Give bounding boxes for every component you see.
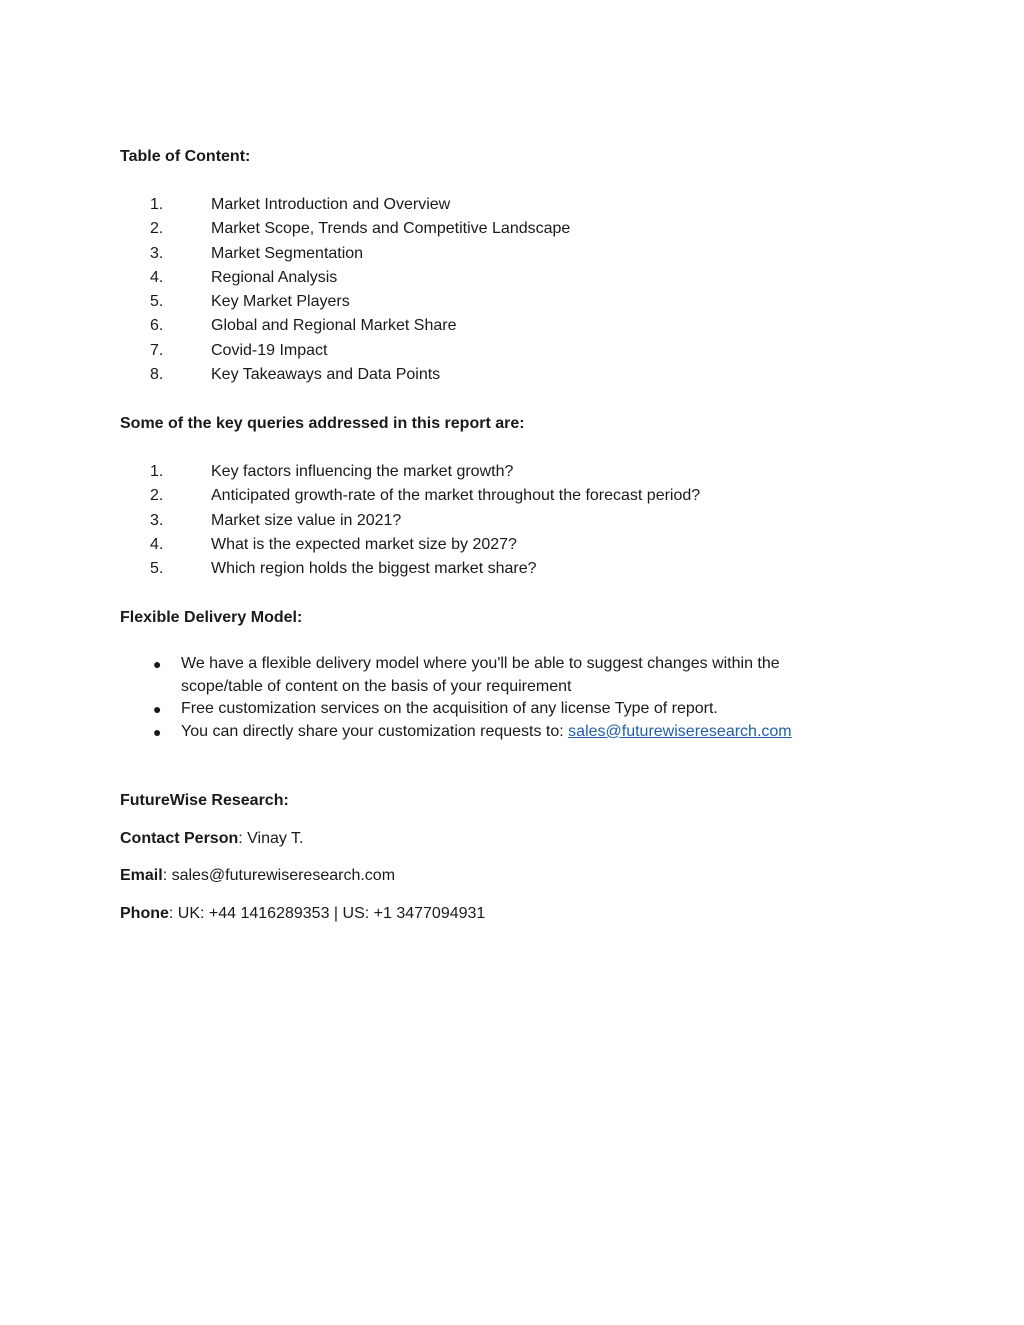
list-item: [150, 484, 700, 508]
item-number: 3.: [150, 511, 164, 529]
item-number: 5.: [150, 560, 164, 578]
bullet-text: Free customization services on the acquisition of any license Type of report.: [181, 700, 718, 717]
list-item: [150, 509, 700, 533]
list-item: [150, 193, 570, 217]
delivery-heading: Flexible Delivery Model:: [120, 609, 303, 626]
item-number: 7.: [150, 341, 164, 359]
toc-list: [150, 193, 570, 387]
item-number: 2.: [150, 220, 164, 238]
bullet-text: We have a flexible delivery model where you'll be able to suggest changes within the scope/table of content on the basis of your requirement: [181, 655, 780, 695]
email-link[interactable]: sales@futurewiseresearch.com: [568, 722, 792, 740]
list-item: [150, 290, 570, 314]
item-text: Market Introduction and Overview: [211, 196, 451, 213]
list-item: [150, 653, 850, 698]
item-number: 4.: [150, 535, 164, 553]
list-item: [150, 339, 570, 363]
toc-heading: Table of Content:: [120, 148, 251, 165]
item-number: 1.: [150, 463, 164, 480]
email-line: [120, 866, 395, 886]
item-text: Global and Regional Market Share: [211, 317, 457, 335]
item-text: Key Market Players: [211, 293, 350, 311]
item-text: Covid-19 Impact: [211, 341, 328, 359]
item-text: Key factors influencing the market growth?: [211, 463, 514, 480]
item-number: 8.: [150, 366, 164, 384]
item-text: Market Segmentation: [211, 244, 364, 262]
phone-label: Phone: [120, 905, 169, 922]
list-item: [150, 266, 570, 290]
list-item: [150, 557, 700, 581]
delivery-bullet-list: [150, 653, 850, 743]
item-text: What is the expected market size by 2027?: [211, 535, 517, 553]
contact-person-line: [120, 829, 303, 849]
item-number: 1.: [150, 196, 164, 213]
list-item: [150, 242, 570, 266]
list-item: [150, 721, 850, 744]
list-item: [150, 533, 700, 557]
bullet-icon: ●: [153, 701, 162, 717]
list-item: [150, 314, 570, 338]
item-text: Market size value in 2021?: [211, 511, 402, 529]
bullet-icon: ●: [153, 656, 162, 672]
contact-person-value: : Vinay T.: [238, 830, 304, 847]
phone-value: : UK: +44 1416289353 | US: +1 3477094931: [168, 905, 486, 922]
item-number: 5.: [150, 293, 164, 311]
company-heading: FutureWise Research:: [120, 792, 289, 809]
item-text: Which region holds the biggest market share?: [211, 560, 537, 578]
bullet-text: You can directly share your customization requests to:: [181, 722, 569, 740]
list-item: [150, 460, 700, 484]
bullet-icon: ●: [153, 723, 162, 740]
list-item: [150, 363, 570, 387]
item-number: 6.: [150, 317, 164, 335]
item-number: 4.: [150, 268, 164, 286]
item-number: 2.: [150, 487, 164, 505]
contact-person-label: Contact Person: [120, 830, 239, 847]
queries-heading: Some of the key queries addressed in this report are:: [120, 415, 525, 432]
list-item: [150, 698, 850, 721]
phone-line: [120, 904, 485, 924]
item-text: Anticipated growth-rate of the market throughout the forecast period?: [211, 487, 701, 505]
item-text: Market Scope, Trends and Competitive Landscape: [211, 220, 571, 238]
list-item: [150, 217, 570, 241]
email-value: : sales@futurewiseresearch.com: [162, 867, 396, 884]
item-text: Key Takeaways and Data Points: [211, 366, 441, 384]
email-label: Email: [120, 867, 163, 884]
item-text: Regional Analysis: [211, 268, 338, 286]
queries-list: [150, 460, 700, 581]
item-number: 3.: [150, 244, 164, 262]
